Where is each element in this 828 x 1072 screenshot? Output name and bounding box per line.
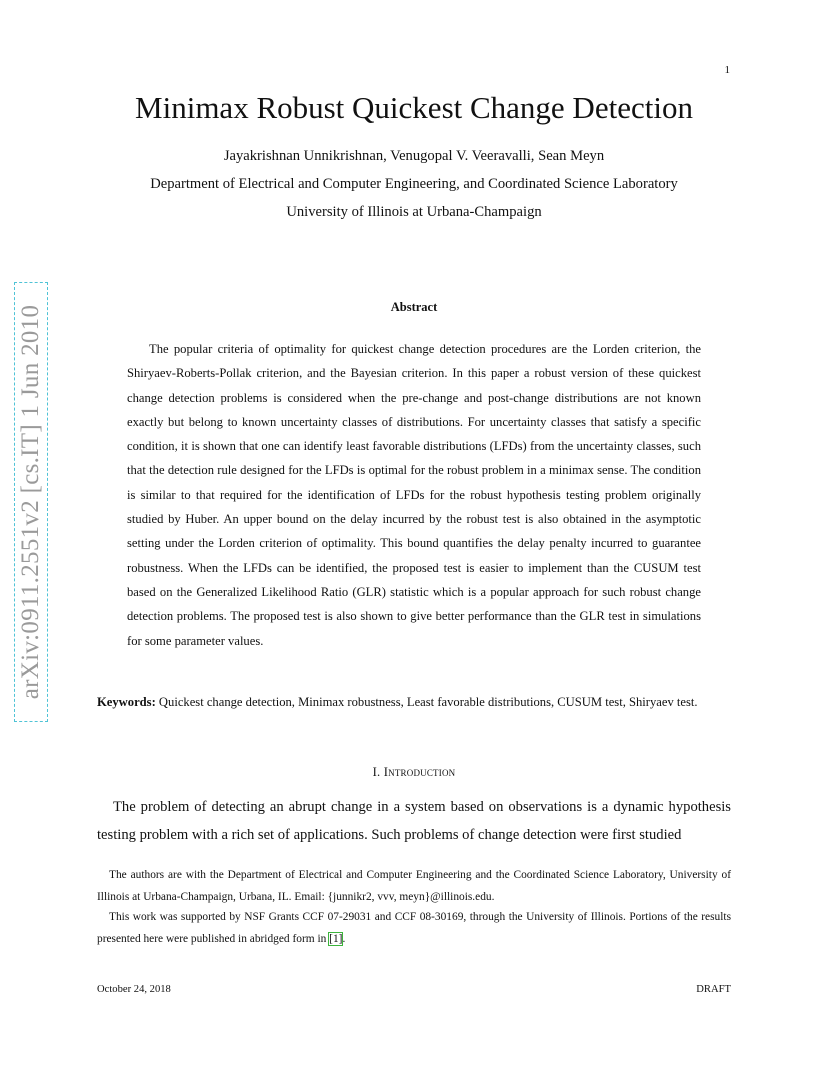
- keywords-paragraph: [97, 690, 731, 715]
- introduction-text: The problem of detecting an abrupt change in a system based on observations is a dynamic hypothesis testing problem with a rich set of applications. Such problems of change detection were first studied: [97, 799, 731, 843]
- affiliation-department: Department of Electrical and Computer Engineering, and Coordinated Science Laboratory: [150, 176, 678, 192]
- page-number: 1: [724, 64, 730, 76]
- section-number: I.: [372, 765, 381, 779]
- footnote-affiliation: The authors are with the Department of Electrical and Computer Engineering and the Coordinated Science Laboratory, University of Illinois at Urbana-Champaign, Urbana, IL. Email: {junnikr2, vvv, meyn}@illinois.edu.: [97, 869, 731, 903]
- footnote-funding-end: .: [342, 932, 346, 945]
- footnote-funding: [97, 907, 731, 950]
- section-heading-introduction: [0, 765, 828, 780]
- footer-draft-label: DRAFT: [696, 984, 731, 995]
- abstract-heading: Abstract: [390, 300, 438, 314]
- footer-date: October 24, 2018: [97, 984, 171, 995]
- arxiv-stamp[interactable]: [14, 282, 48, 722]
- abstract-text: The popular criteria of optimality for quickest change detection procedures are the Lorden criterion, the Shiryaev-Roberts-Pollak criterion, and the Bayesian criterion. In this paper a robust version of these quickest change detection problems is considered when the pre-change and post-change distributions are not known exactly but belong to known uncertainty classes of distributions. For uncertainty classes that satisfy a specific condition, it is shown that one can identify least favorable distributions (LFDs) from the uncertainty classes, such that the detection rule designed for the LFDs is optimal for the robust problem in a minimax sense. The condition is similar to that required for the identification of LFDs for the robust hypothesis testing problem originally studied by Huber. An upper bound on the delay incurred by the robust test is also obtained in the asymptotic setting under the Lorden criterion of optimality. This bound quantifies the delay penalty incurred to guarantee robustness. When the LFDs can be identified, the proposed test is easier to implement than the CUSUM test based on the Generalized Likelihood Ratio (GLR) statistic which is a popular approach for such robust change detection problems. The proposed test is also shown to give better performance than the GLR test in simulations for some parameter values.: [127, 342, 701, 648]
- affiliation-university: University of Illinois at Urbana-Champaign: [286, 204, 542, 220]
- keywords-text: Quickest change detection, Minimax robustness, Least favorable distributions, CUSUM test, Shiryaev test.: [158, 695, 698, 709]
- arxiv-stamp-label: arXiv:0911.2551v2 [cs.IT] 1 Jun 2010: [17, 304, 44, 700]
- keywords-label: Keywords:: [97, 695, 156, 709]
- paper-title: Minimax Robust Quickest Change Detection: [135, 90, 693, 125]
- footnote-funding-text: This work was supported by NSF Grants CCF 07-29031 and CCF 08-30169, through the University of Illinois. Portions of the results presented here were published in abridged form in: [97, 911, 731, 945]
- author-list: Jayakrishnan Unnikrishnan, Venugopal V. Veeravalli, Sean Meyn: [223, 148, 605, 164]
- citation-link[interactable]: [1]: [329, 932, 343, 945]
- section-title: Introduction: [383, 765, 456, 779]
